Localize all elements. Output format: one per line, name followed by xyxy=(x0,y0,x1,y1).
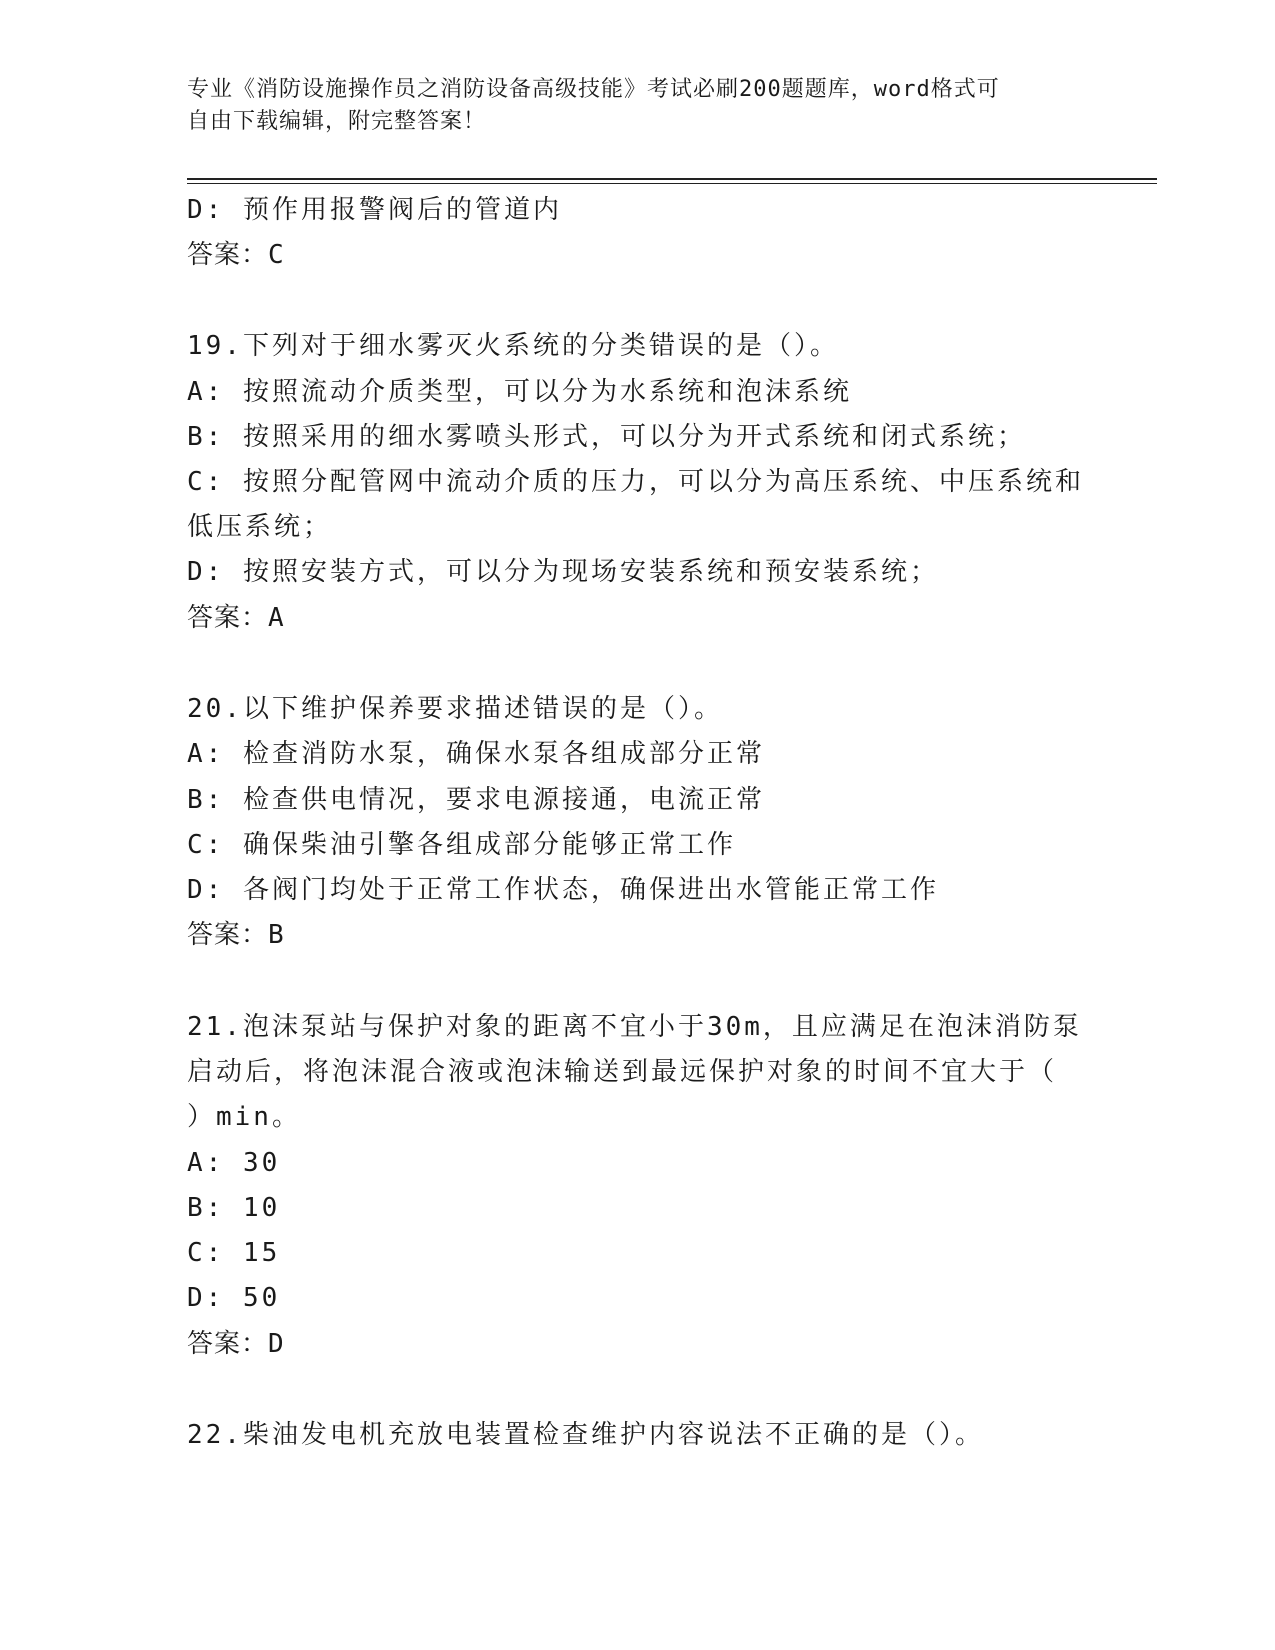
q21-option-b: B: 10 xyxy=(187,1193,281,1223)
answer-value: C xyxy=(268,240,285,270)
answer-label: 答案： xyxy=(187,1329,269,1359)
q18-option-d: D: 预作用报警阀后的管道内 xyxy=(187,195,562,225)
header-rule-thin xyxy=(187,183,1157,184)
answer-value: D xyxy=(268,1329,285,1359)
answer-label: 答案： xyxy=(187,240,269,270)
q21-option-d: D: 50 xyxy=(187,1283,281,1313)
answer-value: B xyxy=(268,920,285,950)
q19-option-d: D: 按照安装方式，可以分为现场安装系统和预安装系统； xyxy=(187,557,939,587)
q22-stem: 22.柴油发电机充放电装置检查维护内容说法不正确的是（）。 xyxy=(187,1420,984,1450)
q20-option-c: C: 确保柴油引擎各组成部分能够正常工作 xyxy=(187,830,736,860)
answer-label: 答案： xyxy=(187,603,269,633)
q19-option-c: C: 按照分配管网中流动介质的压力，可以分为高压系统、中压系统和 xyxy=(187,467,1084,497)
q19-option-b: B: 按照采用的细水雾喷头形式，可以分为开式系统和闭式系统； xyxy=(187,422,1026,452)
answer-value: A xyxy=(268,603,285,633)
q20-option-d: D: 各阀门均处于正常工作状态，确保进出水管能正常工作 xyxy=(187,875,939,905)
q21-stem-cont-1: 启动后，将泡沫混合液或泡沫输送到最远保护对象的时间不宜大于（ xyxy=(187,1057,1058,1087)
q19-option-c-cont: 低压系统； xyxy=(187,512,333,542)
document-header xyxy=(187,74,1067,138)
q19-stem: 19.下列对于细水雾灭火系统的分类错误的是（）。 xyxy=(187,331,839,361)
q20-option-b: B: 检查供电情况，要求电源接通，电流正常 xyxy=(187,785,765,815)
header-line-1: 专业《消防设施操作员之消防设备高级技能》考试必刷200题题库，word格式可 xyxy=(187,77,1000,102)
q21-option-a: A: 30 xyxy=(187,1148,281,1178)
q20-option-a: A: 检查消防水泵，确保水泵各组成部分正常 xyxy=(187,739,765,769)
header-rule-thick xyxy=(187,178,1157,180)
q19-answer xyxy=(187,601,285,635)
header-line-2: 自由下载编辑，附完整答案！ xyxy=(187,109,487,134)
q18-answer xyxy=(187,238,285,272)
q19-option-a: A: 按照流动介质类型，可以分为水系统和泡沫系统 xyxy=(187,377,852,407)
q21-answer xyxy=(187,1327,285,1361)
q21-option-c: C: 15 xyxy=(187,1238,281,1268)
q21-stem: 21.泡沫泵站与保护对象的距离不宜小于30m，且应满足在泡沫消防泵 xyxy=(187,1012,1082,1042)
q20-stem: 20.以下维护保养要求描述错误的是（）。 xyxy=(187,694,723,724)
q21-stem-cont-2: ）min。 xyxy=(187,1102,301,1132)
answer-label: 答案： xyxy=(187,920,269,950)
q20-answer xyxy=(187,918,285,952)
